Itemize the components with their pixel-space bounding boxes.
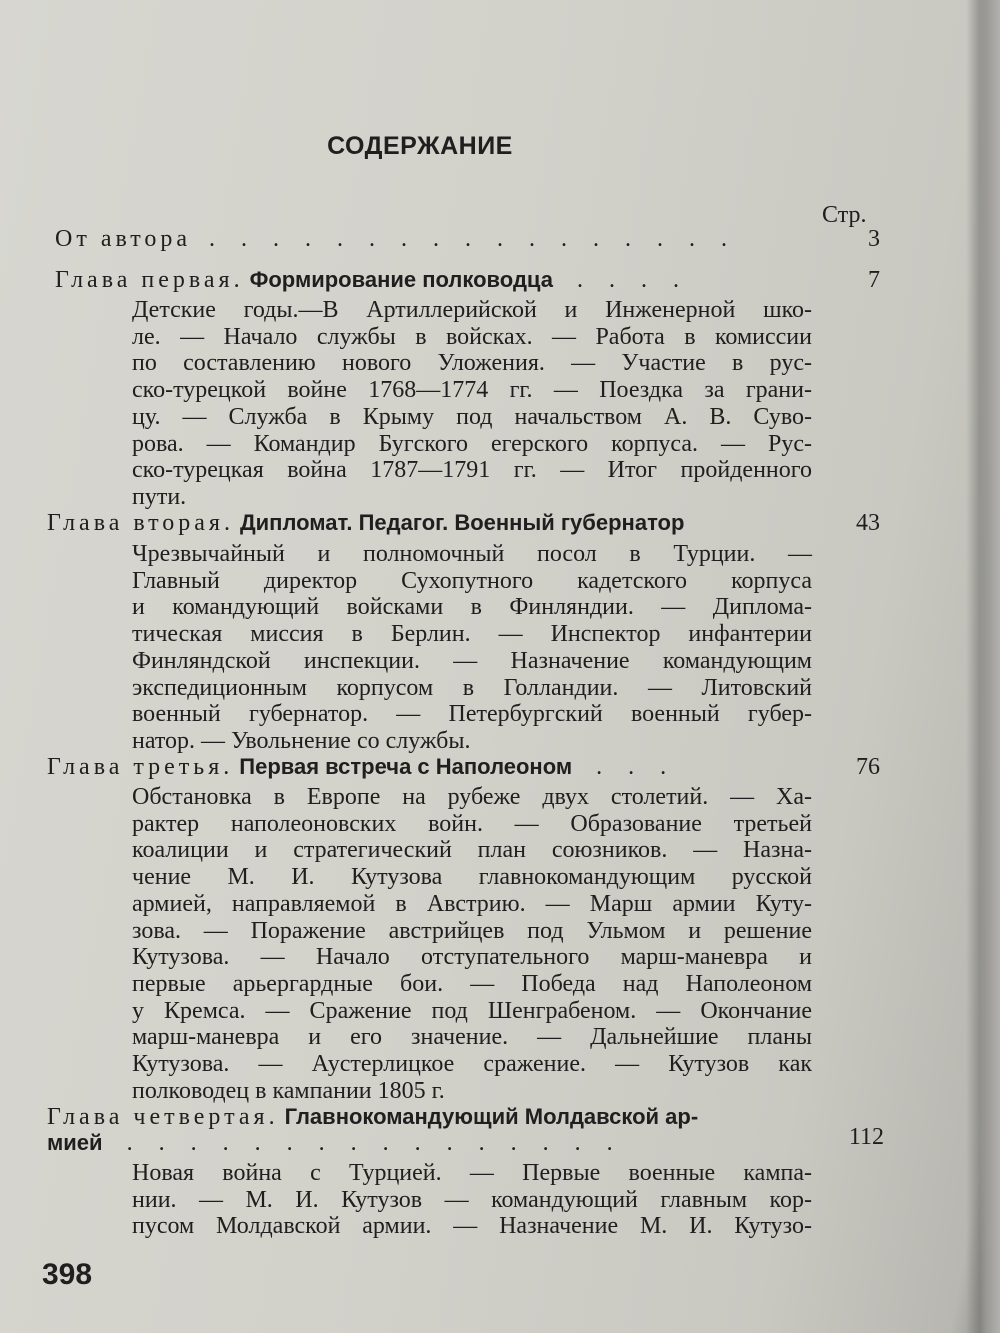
summary-line: по составлению нового Уложения. — Участие в рус- bbox=[132, 350, 812, 377]
chapter-title: Дипломат. Педагог. Военный губернатор bbox=[239, 510, 685, 535]
summary-line: Новая война с Турцией. — Первые военные кампа- bbox=[132, 1160, 812, 1186]
summary-line: Обстановка в Европе на рубеже двух столетий. — Ха- bbox=[132, 784, 812, 810]
summary-line: первые арьергардные бои. — Победа над Наполеоном bbox=[132, 970, 812, 997]
chapter-prefix: Глава четвертая. bbox=[47, 1104, 279, 1130]
summary-line: Финляндской инспекции. — Назначение командующим bbox=[132, 647, 812, 674]
summary-line: военный губернатор. — Петербургский военный губер- bbox=[132, 701, 812, 728]
toc-entry-label: От автора bbox=[55, 226, 192, 252]
page-number: 398 bbox=[42, 1258, 93, 1291]
chapter-title-cont: мией bbox=[47, 1130, 103, 1155]
toc-entry-chapter-3[interactable] bbox=[47, 752, 880, 782]
leader-dots: . . . bbox=[596, 754, 677, 780]
chapter-summary bbox=[132, 541, 812, 755]
chapter-title: Главнокомандующий Молдавской ар- bbox=[284, 1104, 699, 1129]
leader-dots: . . . . . . . . . . . . . . . . bbox=[126, 1130, 623, 1156]
summary-line: цу. — Служба в Крыму под начальством А. В. Суво- bbox=[132, 403, 812, 430]
leader-dots: . . . . bbox=[576, 267, 689, 293]
summary-line: зова. — Поражение австрийцев под Ульмом и решение bbox=[132, 917, 812, 944]
summary-line: чение М. И. Кутузова главнокомандующим русской bbox=[132, 864, 812, 891]
summary-line: коалиции и стратегический план союзников. — Назна- bbox=[132, 837, 812, 864]
summary-line: и командующий войсками в Финляндии. — Диплома- bbox=[132, 594, 812, 621]
summary-line: Кутузова. — Аустерлицкое сражение. — Кутузов как bbox=[132, 1051, 812, 1078]
chapter-summary bbox=[132, 1160, 812, 1240]
toc-entry-from-author[interactable] bbox=[55, 224, 880, 254]
toc-page-number: 43 bbox=[856, 510, 880, 536]
toc-page-number: 3 bbox=[868, 226, 880, 252]
toc-page-number: 76 bbox=[856, 754, 880, 780]
summary-line: Детские годы.—В Артиллерийской и Инженерной шко- bbox=[132, 297, 812, 323]
summary-line: пути. bbox=[132, 483, 187, 510]
summary-line: марш-маневра и его значение. — Дальнейшие планы bbox=[132, 1024, 812, 1051]
toc-entry-chapter-1[interactable] bbox=[55, 265, 880, 295]
page-title: СОДЕРЖАНИЕ bbox=[327, 132, 513, 160]
summary-line: тическая миссия в Берлин. — Инспектор инфантерии bbox=[132, 621, 812, 648]
chapter-title: Первая встреча с Наполеоном bbox=[239, 754, 573, 779]
summary-line: пусом Молдавской армии. — Назначение М. И. Кутузо- bbox=[132, 1213, 812, 1240]
chapter-summary bbox=[132, 784, 812, 1104]
page-edge-shadow bbox=[966, 0, 1000, 1333]
page-column-label: Стр. bbox=[822, 202, 867, 228]
chapter-title: Формирование полководца bbox=[249, 267, 553, 292]
chapter-prefix: Глава вторая. bbox=[47, 510, 234, 536]
summary-line: экспедиционным корпусом в Голландии. — Литовский bbox=[132, 674, 812, 701]
summary-line: Главный директор Сухопутного кадетского корпуса bbox=[132, 567, 812, 594]
summary-line: Кутузова. — Начало отступательного марш-маневра и bbox=[132, 944, 812, 971]
summary-line: ско-турецкой войне 1768—1774 гг. — Поездка за грани- bbox=[132, 377, 812, 404]
summary-line: рова. — Командир Бугского егерского корпуса. — Рус- bbox=[132, 430, 812, 457]
summary-line: ле. — Начало службы в войсках. — Работа в комиссии bbox=[132, 323, 812, 350]
chapter-prefix: Глава третья. bbox=[47, 754, 234, 780]
leader-dots: . . . . . . . . . . . . . . . . . bbox=[209, 226, 738, 252]
summary-line: ско-турецкая война 1787—1791 гг. — Итог пройденного bbox=[132, 457, 812, 484]
toc-page-number: 112 bbox=[848, 1124, 884, 1150]
chapter-prefix: Глава первая. bbox=[55, 267, 244, 293]
summary-line: полководец в кампании 1805 г. bbox=[132, 1077, 445, 1104]
chapter-summary bbox=[132, 297, 812, 511]
summary-line: натор. — Увольнение со службы. bbox=[132, 727, 471, 754]
summary-line: рактер наполеоновских войн. — Образование третьей bbox=[132, 810, 812, 837]
summary-line: Чрезвычайный и полномочный посол в Турции. — bbox=[132, 541, 812, 567]
toc-entry-chapter-4-cont[interactable] bbox=[47, 1124, 884, 1158]
toc-entry-chapter-2[interactable] bbox=[47, 508, 880, 538]
toc-page-number: 7 bbox=[868, 267, 880, 293]
summary-line: у Кремса. — Сражение под Шенграбеном. — Окончание bbox=[132, 997, 812, 1024]
summary-line: армией, направляемой в Австрию. — Марш армии Куту- bbox=[132, 890, 812, 917]
summary-line: нии. — М. И. Кутузов — командующий главным кор- bbox=[132, 1186, 812, 1213]
